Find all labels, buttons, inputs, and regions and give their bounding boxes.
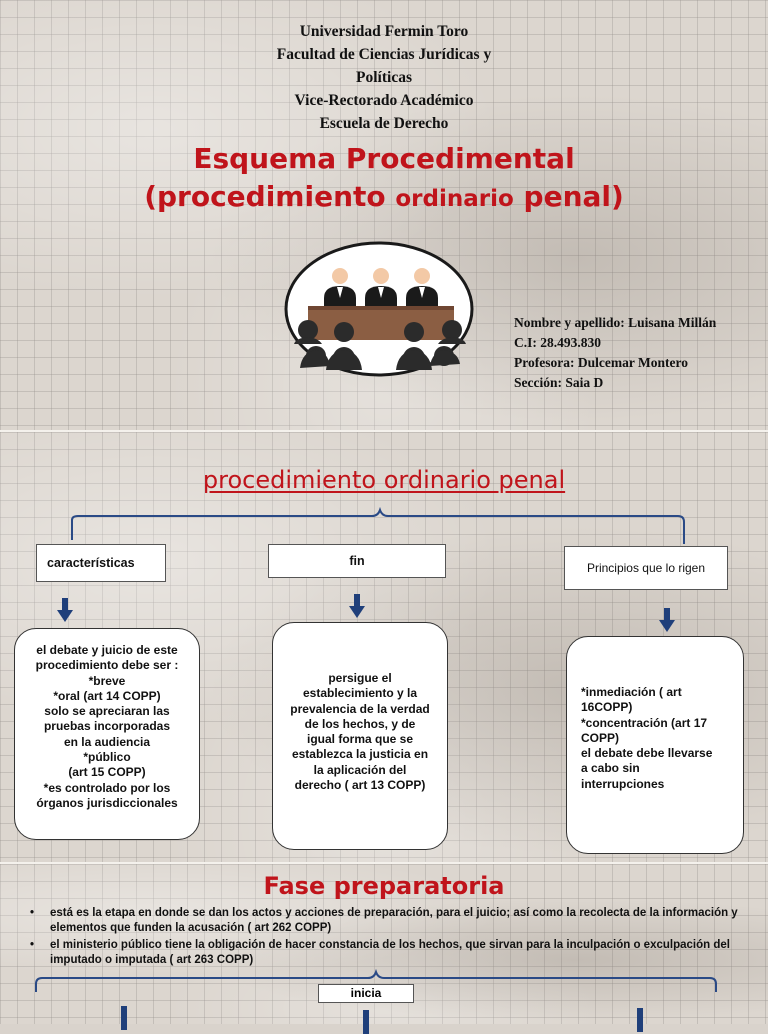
text-line: *inmediación ( art bbox=[581, 685, 682, 699]
arrow-down-icon bbox=[57, 598, 73, 622]
procedure-title: procedimiento ordinario penal bbox=[202, 466, 566, 494]
courtroom-illustration bbox=[284, 240, 474, 378]
cover-slide bbox=[0, 0, 768, 430]
arrow-down-icon bbox=[659, 608, 675, 632]
text-line: procedimiento debe ser : bbox=[35, 658, 179, 673]
category-caracteristicas: características bbox=[36, 544, 166, 582]
fin-box bbox=[272, 622, 448, 850]
school-name: Escuela de Derecho bbox=[319, 115, 449, 132]
principios-box bbox=[566, 636, 744, 854]
procedure-slide bbox=[0, 432, 768, 862]
category-principios: Principios que lo rigen bbox=[564, 546, 728, 590]
arrow-down-icon bbox=[116, 1006, 132, 1030]
text-line: *oral (art 14 COPP) bbox=[53, 688, 161, 703]
text-line: establecimiento y la bbox=[302, 686, 418, 701]
main-title-line2 bbox=[0, 178, 768, 218]
main-title bbox=[0, 140, 768, 218]
text-line: establezca la justicia en bbox=[291, 747, 429, 762]
main-title-line1: Esquema Procedimental bbox=[193, 142, 575, 175]
institution-header bbox=[0, 20, 768, 135]
student-name: Nombre y apellido: Luisana Millán bbox=[514, 315, 717, 330]
title-part-close: penal) bbox=[513, 180, 624, 213]
arrow-down-icon bbox=[358, 1010, 374, 1034]
text-line: 16COPP) bbox=[581, 700, 633, 715]
category-fin: fin bbox=[268, 544, 446, 578]
text-line: derecho ( art 13 COPP) bbox=[294, 778, 426, 793]
text-line: *público bbox=[83, 750, 131, 765]
arrow-down-icon bbox=[632, 1008, 648, 1032]
bullet-item: • el ministerio público tiene la obligación de hacer constancia de los hechos, que sirvan para la inculpación o exculpación del imputado o imputada ( art 263 COPP) bbox=[30, 938, 742, 968]
university-name: Universidad Fermin Toro bbox=[299, 23, 469, 40]
text-line: igual forma que se bbox=[306, 732, 414, 747]
text-line: el debate debe llevarse bbox=[581, 746, 713, 761]
text-line: interrupciones bbox=[581, 776, 665, 791]
text-line: a cabo sin bbox=[581, 761, 640, 776]
text-line: la aplicación del bbox=[313, 762, 407, 777]
top-bracket bbox=[0, 432, 768, 552]
text-line: de los hechos, y de bbox=[304, 716, 416, 731]
text-line: prevalencia de la verdad bbox=[290, 701, 430, 716]
text-line: en la audiencia bbox=[63, 734, 151, 749]
faculty-name-line2: Políticas bbox=[356, 69, 412, 86]
text-line: el debate y juicio de este bbox=[36, 643, 178, 657]
faculty-name-line1: Facultad de Ciencias Jurídicas y bbox=[276, 46, 492, 63]
text-line: pruebas incorporadas bbox=[43, 719, 171, 734]
vice-rectorate: Vice-Rectorado Académico bbox=[294, 92, 474, 109]
text-line: órganos jurisdiccionales bbox=[36, 795, 178, 810]
teacher-name: Profesora: Dulcemar Montero bbox=[514, 355, 688, 370]
text-line: *breve bbox=[88, 673, 126, 688]
bullet-item: • está es la etapa en donde se dan los actos y acciones de preparación, para el juicio; así como la recolecta de la información y elementos que funden la acusación ( art 262 COPP) bbox=[30, 906, 742, 936]
caracteristicas-box bbox=[14, 628, 200, 840]
text-line: *concentración (art 17 bbox=[581, 715, 708, 730]
inicia-box: inicia bbox=[318, 984, 414, 1003]
text-line: persigue el bbox=[328, 671, 392, 685]
student-id: C.I: 28.493.830 bbox=[514, 335, 601, 350]
text-line: *es controlado por los bbox=[43, 780, 171, 795]
phase-title: Fase preparatoria bbox=[263, 872, 505, 900]
preparatory-phase-slide bbox=[0, 864, 768, 1024]
text-line: COPP) bbox=[581, 730, 620, 745]
student-info bbox=[514, 313, 768, 393]
title-part-open: (procedimiento bbox=[144, 180, 396, 213]
text-line: solo se apreciaran las bbox=[44, 704, 170, 719]
arrow-down-icon bbox=[349, 594, 365, 618]
title-part-small: ordinario bbox=[395, 186, 514, 212]
section-name: Sección: Saia D bbox=[514, 375, 604, 390]
text-line: (art 15 COPP) bbox=[68, 765, 146, 780]
